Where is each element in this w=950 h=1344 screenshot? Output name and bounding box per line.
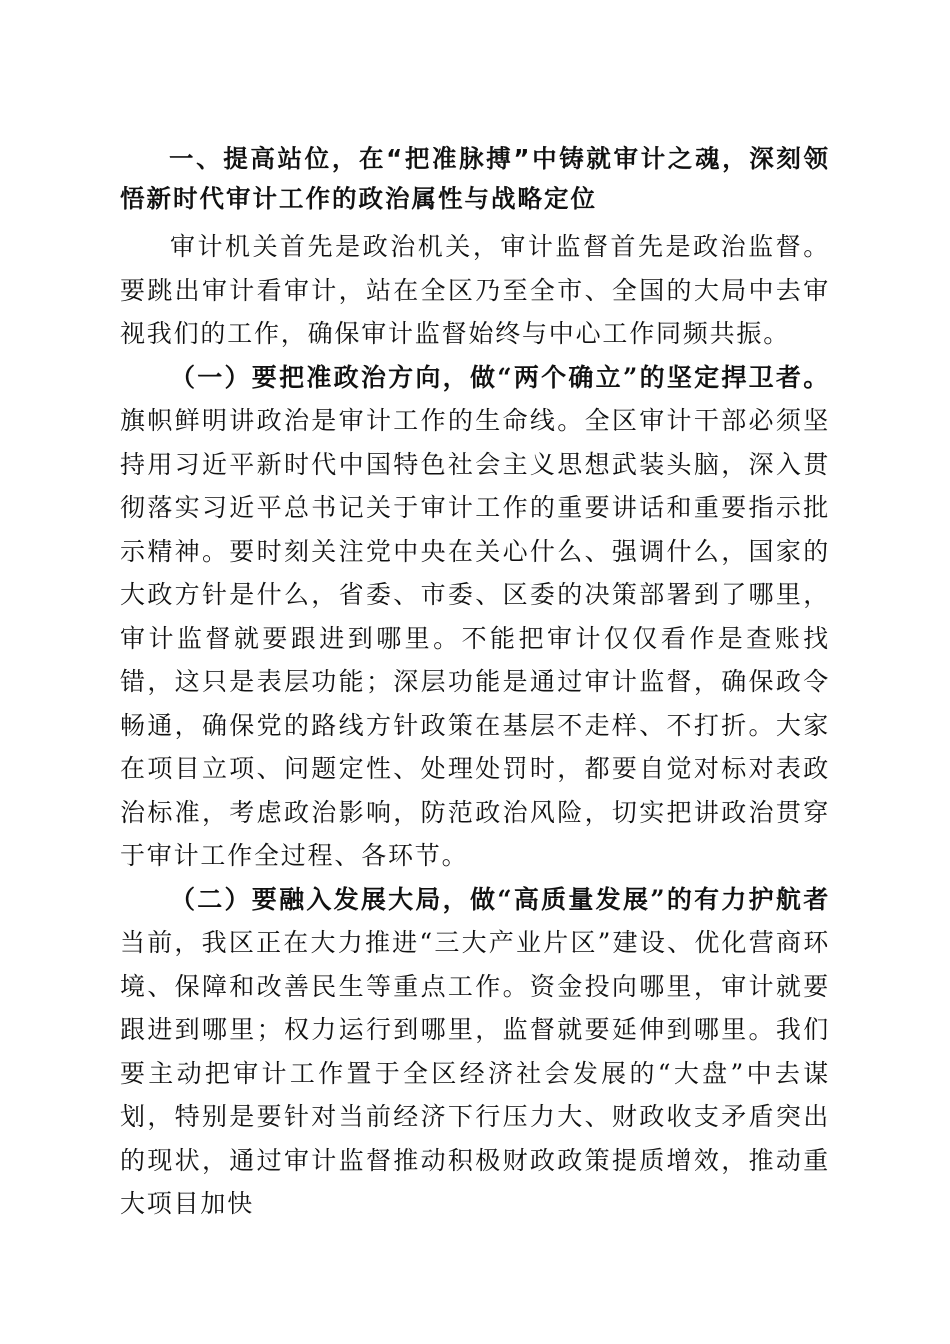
intro-paragraph: 审计机关首先是政治机关，审计监督首先是政治监督。要跳出审计看审计，站在全区乃至全市、全国的大局中去审视我们的工作，确保审计监督始终与中心工作同频共振。 — [120, 232, 830, 348]
subsection-1-title: （一）要把准政治方向，做“两个确立”的坚定捍卫者。 — [170, 362, 830, 392]
document-body — [120, 139, 830, 1226]
section-heading: 一、提高站位，在“把准脉搏”中铸就审计之魂，深刻领悟新时代审计工作的政治属性与战略定位 — [120, 144, 830, 213]
subsection-1-body: 旗帜鲜明讲政治是审计工作的生命线。全区审计干部必须坚持用习近平新时代中国特色社会主义思想武装头脑，深入贯彻落实习近平总书记关于审计工作的重要讲话和重要指示批示精神。要时刻关注党中央在关心什么、强调什么，国家的大政方针是什么，省委、市委、区委的决策部署到了哪里，审计监督就要跟进到哪里。不能把审计仅仅看作是查账找错，这只是表层功能；深层功能是通过审计监督，确保政令畅通，确保党的路线方针政策在基层不走样、不打折。大家在项目立项、问题定性、处理处罚时，都要自觉对标对表政治标准，考虑政治影响，防范政治风险，切实把讲政治贯穿于审计工作全过程、各环节。 — [120, 406, 830, 870]
subsection-1-paragraph — [120, 356, 830, 878]
subsection-2-paragraph — [120, 878, 830, 1226]
subsection-2-body: 当前，我区正在大力推进“三大产业片区”建设、优化营商环境、保障和改善民生等重点工作。资金投向哪里，审计就要跟进到哪里；权力运行到哪里，监督就要延伸到哪里。我们要主动把审计工作置于全区经济社会发展的“大盘”中去谋划，特别是要针对当前经济下行压力大、财政收支矛盾突出的现状，通过审计监督推动积极财政政策提质增效，推动重大项目加快 — [120, 928, 830, 1218]
subsection-2-title: （二）要融入发展大局，做“高质量发展”的有力护航者 — [170, 884, 830, 914]
